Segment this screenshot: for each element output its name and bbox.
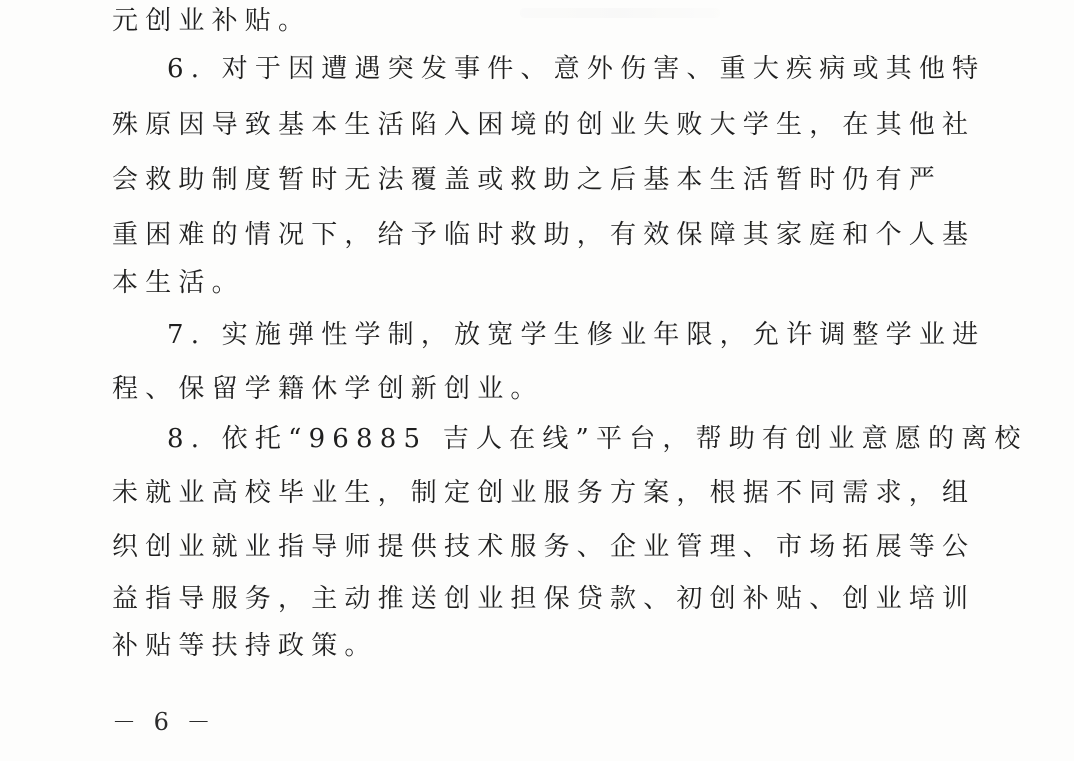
paragraph-6-line-1: 6. 对于因遭遇突发事件、意外伤害、重大疾病或其他特 [167,54,986,84]
paragraph-8-line-1: 8. 依托“96885 吉人在线”平台，帮助有创业意愿的离校 [167,424,1028,454]
page-number: － 6 － [112,708,216,736]
paragraph-8-line-5: 补贴等扶持政策。 [112,631,378,661]
paragraph-8-line-2: 未就业高校毕业生，制定创业服务方案，根据不同需求，组 [112,478,976,508]
paragraph-8-line-4: 益指导服务，主动推送创业担保贷款、初创补贴、创业培训 [112,584,976,614]
paragraph-8-line-3: 织创业就业指导师提供技术服务、企业管理、市场拓展等公 [112,532,976,562]
paragraph-6-line-5: 本生活。 [112,268,245,298]
paragraph-6-line-2: 殊原因导致基本生活陷入困境的创业失败大学生，在其他社 [112,110,976,140]
paragraph-7-line-1: 7. 实施弹性学制，放宽学生修业年限，允许调整学业进 [167,320,986,350]
paragraph-7-line-2: 程、保留学籍休学创新创业。 [112,374,544,404]
paragraph-line-1: 元创业补贴。 [112,6,312,36]
paragraph-6-line-4: 重困难的情况下，给予临时救助，有效保障其家庭和个人基 [112,220,976,250]
paragraph-6-line-3: 会救助制度暂时无法覆盖或救助之后基本生活暂时仍有严 [112,165,943,195]
